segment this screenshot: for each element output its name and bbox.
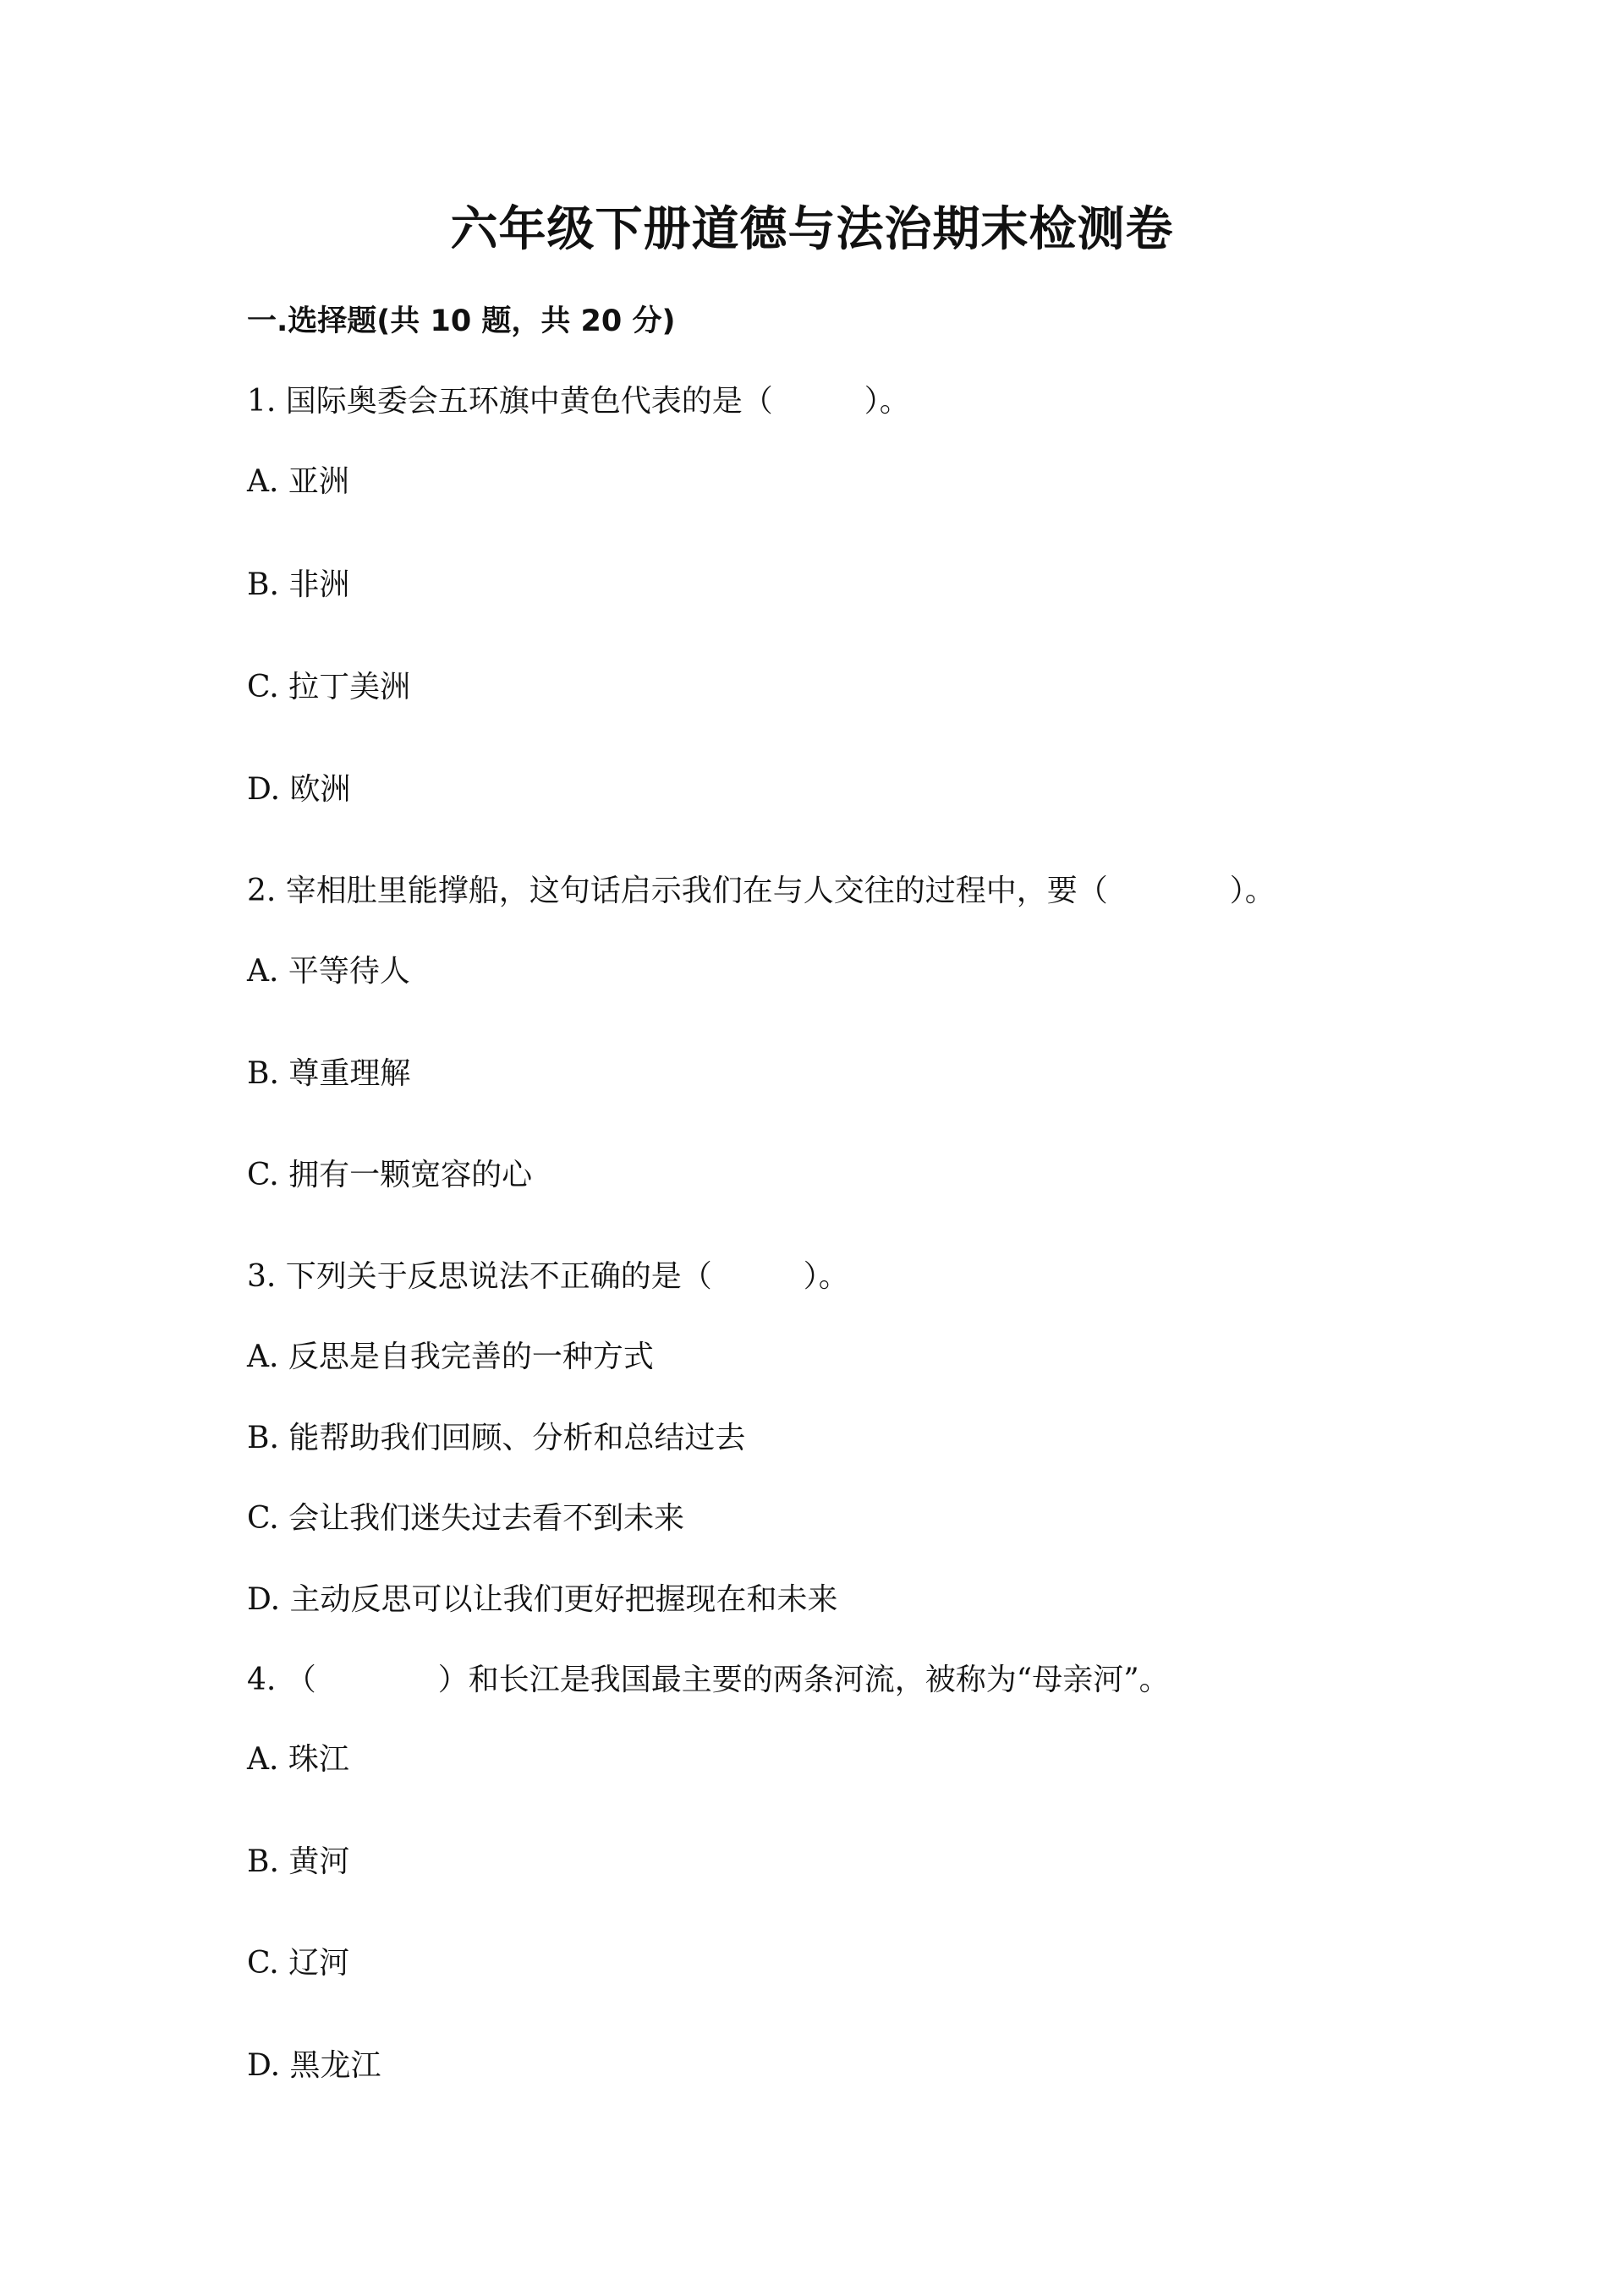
question-2-option-c: C. 拥有一颗宽容的心 bbox=[247, 1158, 533, 1192]
question-3-stem: 3. 下列关于反思说法不正确的是（ ）。 bbox=[247, 1259, 849, 1294]
question-1-option-a: A. 亚洲 bbox=[247, 464, 349, 499]
section-header: 一.选择题(共 10 题，共 20 分) bbox=[247, 304, 676, 338]
question-1-option-b: B. 非洲 bbox=[247, 567, 350, 602]
question-1-option-d: D. 欧洲 bbox=[247, 772, 351, 807]
question-2-option-a: A. 平等待人 bbox=[247, 954, 410, 989]
question-1-option-c: C. 拉丁美洲 bbox=[247, 670, 411, 704]
question-2-stem: 2. 宰相肚里能撑船，这句话启示我们在与人交往的过程中，要（ ）。 bbox=[247, 874, 1276, 908]
question-1-stem: 1. 国际奥委会五环旗中黄色代表的是（ ）。 bbox=[247, 384, 910, 419]
page-title: 六年级下册道德与法治期末检测卷 bbox=[450, 202, 1174, 257]
question-4-option-a: A. 珠江 bbox=[247, 1742, 349, 1777]
question-4-option-d: D. 黑龙江 bbox=[247, 2048, 381, 2083]
question-4-option-c: C. 辽河 bbox=[247, 1946, 350, 1981]
question-4-stem: 4. （ ）和长江是我国最主要的两条河流，被称为“母亲河”。 bbox=[247, 1663, 1170, 1697]
question-4-option-b: B. 黄河 bbox=[247, 1844, 350, 1879]
question-3-option-c: C. 会让我们迷失过去看不到未来 bbox=[247, 1501, 685, 1536]
question-3-option-a: A. 反思是自我完善的一种方式 bbox=[247, 1340, 654, 1374]
question-3-option-b: B. 能帮助我们回顾、分析和总结过去 bbox=[247, 1421, 746, 1455]
question-2-option-b: B. 尊重理解 bbox=[247, 1056, 411, 1091]
question-3-option-d: D. 主动反思可以让我们更好把握现在和未来 bbox=[247, 1582, 838, 1617]
